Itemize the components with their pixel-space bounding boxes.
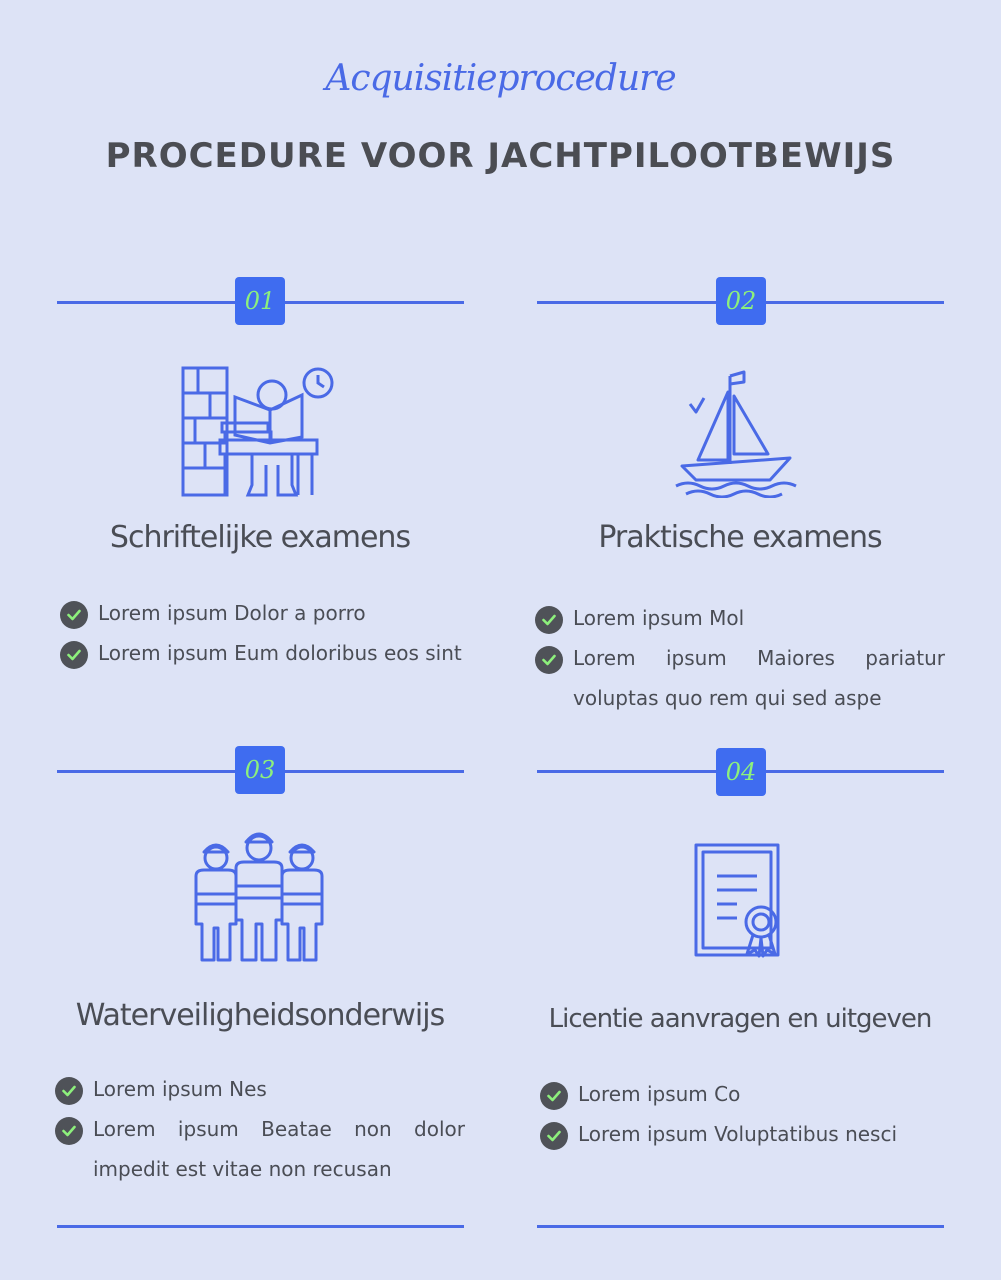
list-item-text: Lorem ipsum Beatae non dolor impedit est vitae non recusan bbox=[93, 1117, 465, 1181]
list-item-text: Lorem ipsum Dolor a porro bbox=[98, 601, 366, 625]
step-number-badge: 02 bbox=[716, 277, 766, 325]
certificate-icon bbox=[693, 842, 783, 960]
study-desk-icon bbox=[180, 365, 340, 500]
list-item-text: Lorem ipsum Eum doloribus eos sint bbox=[98, 641, 462, 665]
check-circle-icon bbox=[60, 601, 88, 629]
list-item-text: Lorem ipsum Maiores pariatur voluptas quo rem qui sed aspe bbox=[573, 646, 945, 710]
check-circle-icon bbox=[540, 1122, 568, 1150]
page-subtitle: Acquisitieprocedure bbox=[325, 58, 676, 99]
list-item bbox=[540, 1074, 950, 1114]
list-item-text: Lorem ipsum Voluptatibus nesci bbox=[578, 1122, 898, 1146]
list-item-text: Lorem ipsum Mol bbox=[573, 606, 745, 630]
check-circle-icon bbox=[535, 606, 563, 634]
check-circle-icon bbox=[55, 1077, 83, 1105]
workers-group-icon bbox=[188, 828, 333, 966]
check-circle-icon bbox=[60, 641, 88, 669]
step-number-badge: 04 bbox=[716, 748, 766, 796]
step-list bbox=[535, 598, 945, 718]
list-item bbox=[60, 593, 470, 633]
check-circle-icon bbox=[55, 1117, 83, 1145]
divider-line bbox=[57, 1225, 464, 1228]
list-item bbox=[540, 1114, 950, 1154]
list-item bbox=[535, 638, 945, 718]
step-heading: Waterveiligheidsonderwijs bbox=[75, 998, 445, 1033]
step-number-badge: 03 bbox=[235, 746, 285, 794]
sailboat-icon bbox=[672, 368, 807, 498]
step-heading: Licentie aanvragen en uitgeven bbox=[548, 1004, 932, 1034]
list-item bbox=[535, 598, 945, 638]
step-heading: Praktische examens bbox=[598, 520, 882, 555]
page-title: PROCEDURE VOOR JACHTPILOOTBEWIJS bbox=[105, 136, 896, 176]
list-item bbox=[55, 1069, 465, 1109]
list-item-text: Lorem ipsum Co bbox=[578, 1082, 741, 1106]
check-circle-icon bbox=[540, 1082, 568, 1110]
list-item-text: Lorem ipsum Nes bbox=[93, 1077, 267, 1101]
step-heading: Schriftelijke examens bbox=[109, 520, 411, 555]
check-circle-icon bbox=[535, 646, 563, 674]
step-list bbox=[60, 593, 470, 673]
step-number-badge: 01 bbox=[235, 277, 285, 325]
step-list bbox=[55, 1069, 465, 1189]
divider-line bbox=[537, 1225, 944, 1228]
list-item bbox=[60, 633, 470, 673]
list-item bbox=[55, 1109, 465, 1189]
step-list bbox=[540, 1074, 950, 1154]
